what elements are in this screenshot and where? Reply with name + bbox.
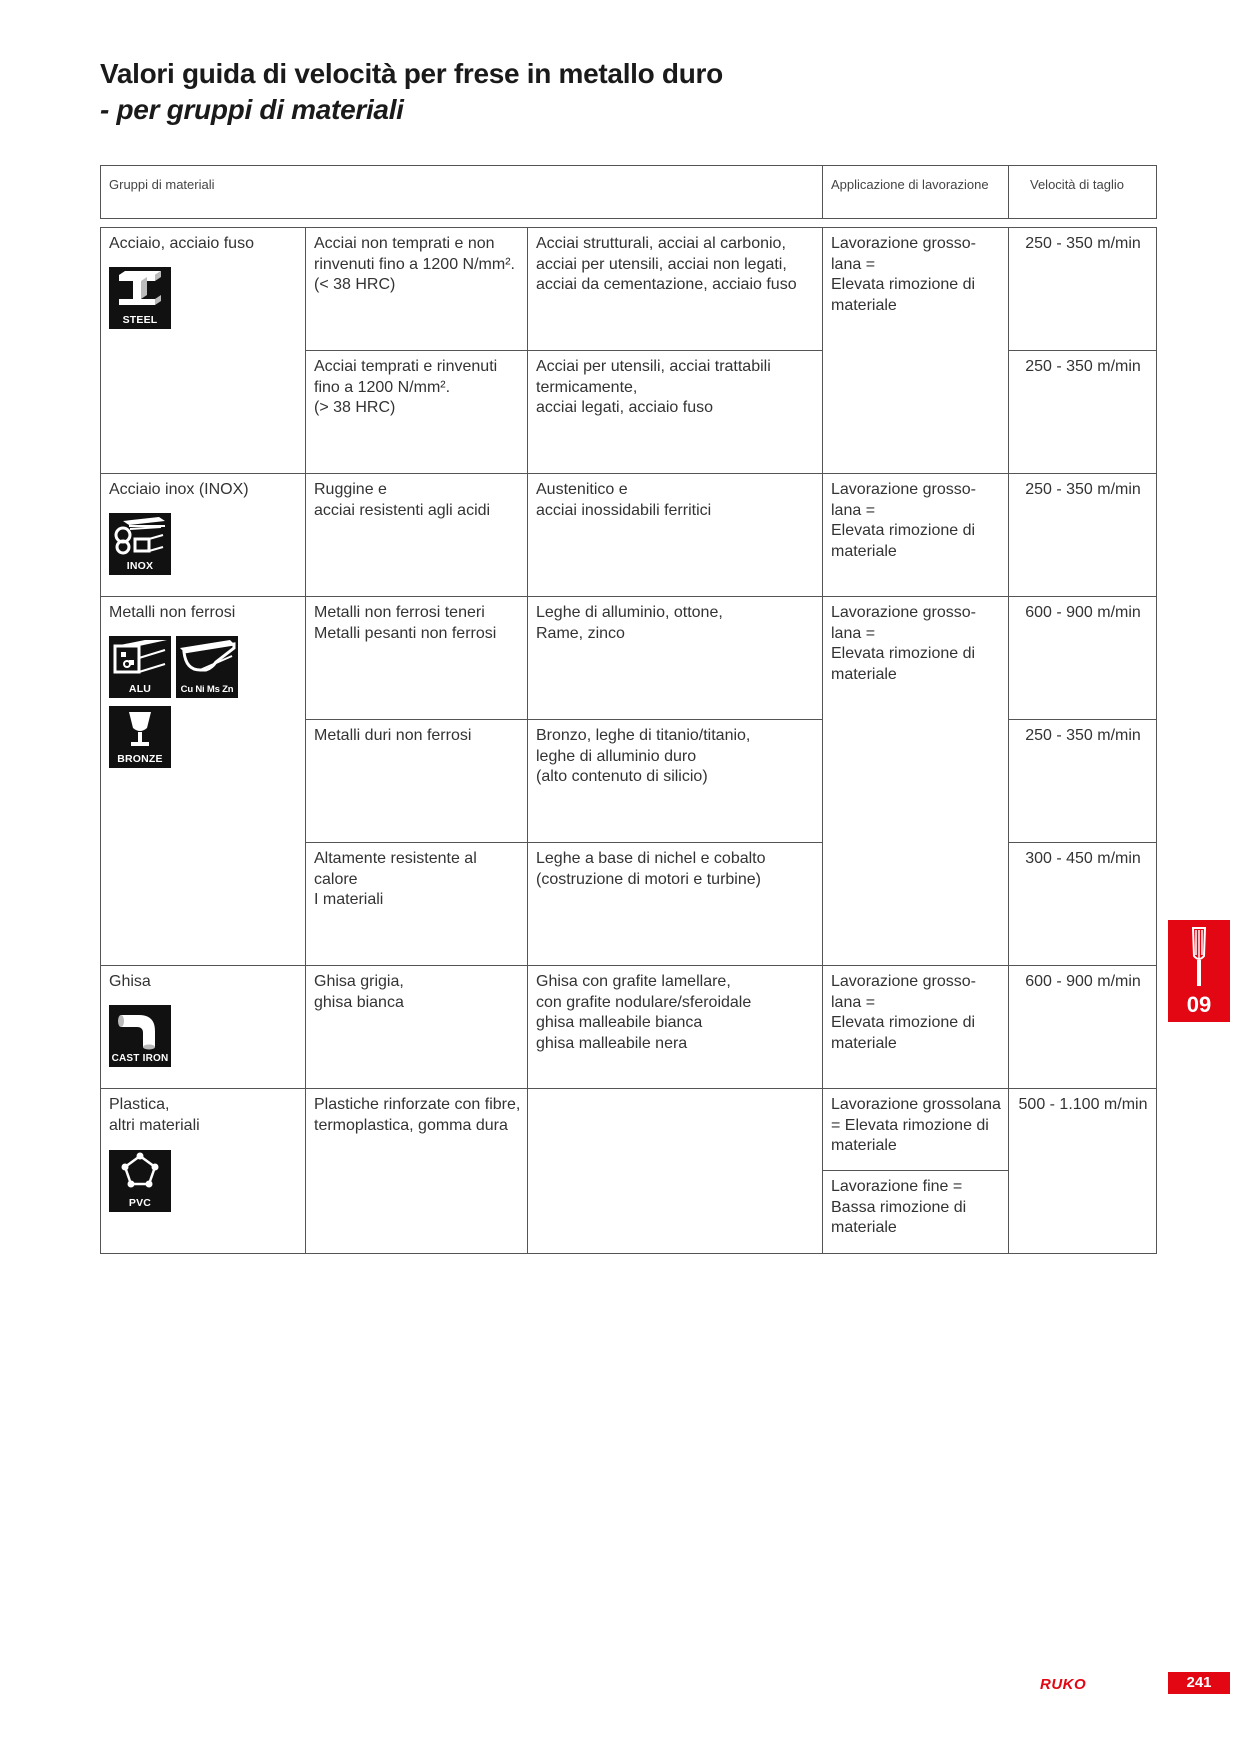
subrow-divider	[822, 1170, 1008, 1171]
table-header-frame	[100, 165, 1157, 219]
cast-iron-subgroup-1-examples: Ghisa con grafite lamellare, con grafite nodulare/sferoidale ghisa malleabile bianca ghisa malleabile nera	[536, 973, 752, 1052]
non-ferrous-subgroup-3-name: Altamente resistente al calore I materiali	[314, 850, 477, 908]
non-ferrous-subgroup-1-name: Metalli non ferrosi teneri Metalli pesanti non ferrosi	[314, 604, 497, 642]
header-divider	[822, 165, 823, 219]
pvc-badge	[109, 1150, 171, 1212]
alu-badge	[109, 636, 171, 698]
row-divider	[100, 596, 1157, 597]
non-ferrous-application: Lavorazione grosso- lana = Elevata rimozione di materiale	[831, 604, 976, 683]
header-application: Applicazione di lavorazione	[831, 177, 989, 192]
pvc-badge-label: PVC	[128, 1197, 152, 1209]
cast-iron-subgroup-1-speed: 600 - 900 m/min	[1025, 973, 1141, 990]
page-number: 241	[1168, 1672, 1230, 1694]
cast-iron-badge	[109, 1005, 171, 1067]
steel-badge	[109, 267, 171, 329]
inox-subgroup-1-name: Ruggine e acciai resistenti agli acidi	[314, 481, 491, 519]
non-ferrous-subgroup-3-examples: Leghe a base di nichel e cobalto (costruzione di motori e turbine)	[536, 850, 766, 888]
subrow-divider	[305, 842, 823, 843]
inox-subgroup-1-examples: Austenitico e acciai inossidabili ferritici	[536, 481, 712, 519]
cunimszn-badge-label: Cu Ni Ms Zn	[180, 684, 234, 695]
cast-iron-badge-label: CAST IRON	[111, 1053, 169, 1064]
plastics-subgroup-1-name: Plastiche rinforzate con fibre, termoplastica, gomma dura	[314, 1096, 521, 1134]
header-material-groups: Gruppi di materiali	[109, 177, 215, 192]
column-divider	[527, 227, 528, 1254]
inox-application: Lavorazione grosso- lana = Elevata rimozione di materiale	[831, 481, 976, 560]
page-subtitle: - per gruppi di materiali	[100, 94, 404, 125]
group-inox: Acciaio inox (INOX)	[109, 481, 249, 498]
non-ferrous-subgroup-2-examples: Bronzo, leghe di titanio/titanio, leghe di alluminio duro (alto contenuto di silicio)	[536, 727, 751, 785]
column-divider	[1008, 227, 1009, 1254]
subrow-divider	[1008, 842, 1157, 843]
inox-badge	[109, 513, 171, 575]
column-divider	[822, 227, 823, 1254]
brand-logo: RUKO	[1040, 1676, 1087, 1693]
steel-subgroup-1-examples: Acciai strutturali, acciai al carbonio, acciai per utensili, acciai non legati, acciai da cementazione, acciaio fuso	[536, 235, 797, 293]
chapter-number: 09	[1186, 992, 1212, 1017]
non-ferrous-subgroup-1-speed: 600 - 900 m/min	[1025, 604, 1141, 621]
non-ferrous-subgroup-2-name: Metalli duri non ferrosi	[314, 727, 472, 744]
cunimszn-badge	[176, 636, 238, 698]
steel-subgroup-2-speed: 250 - 350 m/min	[1025, 358, 1141, 375]
steel-subgroup-1-name: Acciai non temprati e non rinvenuti fino a 1200 N/mm². (< 38 HRC)	[314, 235, 515, 293]
non-ferrous-subgroup-3-speed: 300 - 450 m/min	[1025, 850, 1141, 867]
plastics-application-rough: Lavorazione grossolana = Elevata rimozione di materiale	[831, 1096, 1001, 1154]
non-ferrous-subgroup-1-examples: Leghe di alluminio, ottone, Rame, zinco	[536, 604, 723, 642]
inox-badge-label: INOX	[126, 560, 154, 572]
alu-badge-label: ALU	[128, 683, 152, 695]
steel-badge-label: STEEL	[122, 314, 158, 326]
chapter-tab	[1168, 920, 1230, 1022]
row-divider	[100, 965, 1157, 966]
subrow-divider	[305, 350, 823, 351]
plastics-subgroup-1-speed: 500 - 1.100 m/min	[1018, 1096, 1148, 1113]
header-divider	[1008, 165, 1009, 219]
cast-iron-application: Lavorazione grosso- lana = Elevata rimozione di materiale	[831, 973, 976, 1052]
column-divider	[305, 227, 306, 1254]
steel-subgroup-2-examples: Acciai per utensili, acciai trattabili termicamente, acciai legati, acciaio fuso	[536, 358, 771, 416]
non-ferrous-subgroup-2-speed: 250 - 350 m/min	[1025, 727, 1141, 744]
group-steel: Acciaio, acciaio fuso	[109, 235, 254, 252]
steel-subgroup-2-name: Acciai temprati e rinvenuti fino a 1200 N/mm². (> 38 HRC)	[314, 358, 498, 416]
steel-application: Lavorazione grosso- lana = Elevata rimozione di materiale	[831, 235, 976, 314]
page-title-block	[100, 56, 723, 128]
bronze-badge-label: BRONZE	[117, 753, 163, 765]
inox-subgroup-1-speed: 250 - 350 m/min	[1025, 481, 1141, 498]
bronze-badge	[109, 706, 171, 768]
subrow-divider	[1008, 719, 1157, 720]
page-title: Valori guida di velocità per frese in metallo duro	[100, 58, 723, 89]
subrow-divider	[1008, 350, 1157, 351]
plastics-application-fine: Lavorazione fine = Bassa rimozione di materiale	[831, 1178, 967, 1236]
cast-iron-subgroup-1-name: Ghisa grigia, ghisa bianca	[314, 973, 404, 1011]
row-divider	[100, 473, 1157, 474]
group-cast-iron: Ghisa	[109, 973, 151, 990]
group-plastics: Plastica, altri materiali	[109, 1096, 200, 1134]
steel-subgroup-1-speed: 250 - 350 m/min	[1025, 235, 1141, 252]
subrow-divider	[305, 719, 823, 720]
row-divider	[100, 1088, 1157, 1089]
group-non-ferrous: Metalli non ferrosi	[109, 604, 236, 621]
header-cutting-speed: Velocità di taglio	[1030, 177, 1124, 192]
